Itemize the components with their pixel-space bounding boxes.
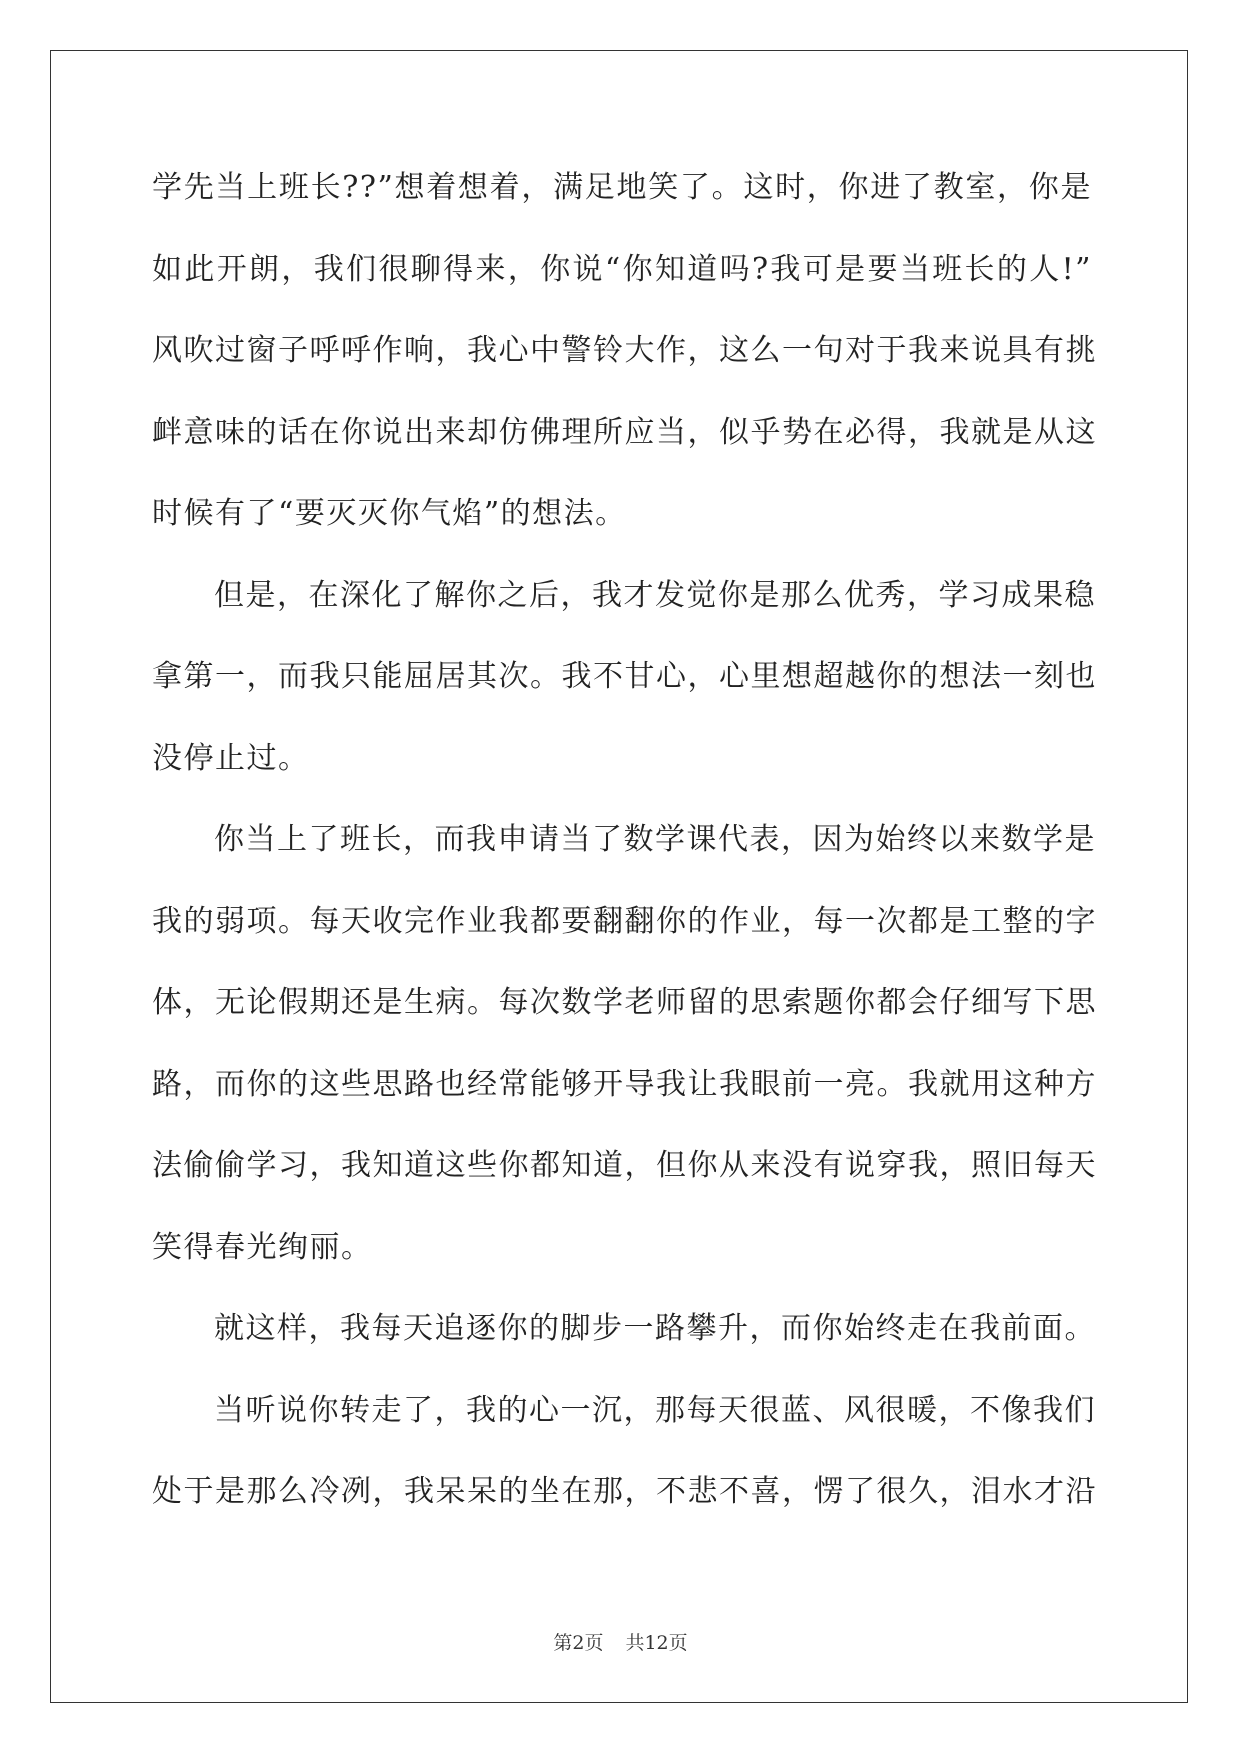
page-number: 第2页 xyxy=(553,1632,604,1654)
text-line: 路，而你的这些思路也经常能够开导我让我眼前一亮。我就用这种方 xyxy=(152,1066,1097,1102)
text-line: 拿第一，而我只能屈居其次。我不甘心，心里想超越你的想法一刻也 xyxy=(152,659,1097,694)
text-line: 没停止过。 xyxy=(152,740,310,776)
text-line: 你当上了班长，而我申请当了数学课代表，因为始终以来数学是 xyxy=(214,822,1096,857)
page-footer xyxy=(0,1628,1241,1655)
text-line: 但是，在深化了解你之后，我才发觉你是那么优秀，学习成果稳 xyxy=(214,577,1096,613)
document-body xyxy=(152,147,1097,1533)
text-line: 就这样，我每天追逐你的脚步一路攀升，而你始终走在我前面。 xyxy=(214,1311,1096,1346)
text-line: 法偷偷学习，我知道这些你都知道，但你从来没有说穿我，照旧每天 xyxy=(152,1148,1097,1183)
text-line: 学先当上班长??”想着想着，满足地笑了。这时，你进了教室，你是 xyxy=(152,170,1092,205)
text-line: 我的弱项。每天收完作业我都要翻翻你的作业，每一次都是工整的字 xyxy=(152,903,1097,939)
text-line: 时候有了“要灭灭你气焰”的想法。 xyxy=(152,496,627,531)
text-line: 当听说你转走了，我的心一沉，那每天很蓝、风很暖，不像我们 xyxy=(214,1392,1096,1428)
text-line: 处于是那么冷冽，我呆呆的坐在那，不悲不喜，愣了很久，泪水才沿 xyxy=(152,1474,1097,1509)
text-line: 风吹过窗子呼呼作响，我心中警铃大作，这么一句对于我来说具有挑 xyxy=(152,333,1097,368)
page-total: 共12页 xyxy=(625,1632,688,1654)
text-line: 衅意味的话在你说出来却仿佛理所应当，似乎势在必得，我就是从这 xyxy=(152,414,1097,450)
text-line: 体，无论假期还是生病。每次数学老师留的思索题你都会仔细写下思 xyxy=(152,985,1097,1020)
text-line: 如此开朗，我们很聊得来，你说“你知道吗?我可是要当班长的人!” xyxy=(152,251,1092,287)
text-line: 笑得春光绚丽。 xyxy=(152,1229,373,1265)
